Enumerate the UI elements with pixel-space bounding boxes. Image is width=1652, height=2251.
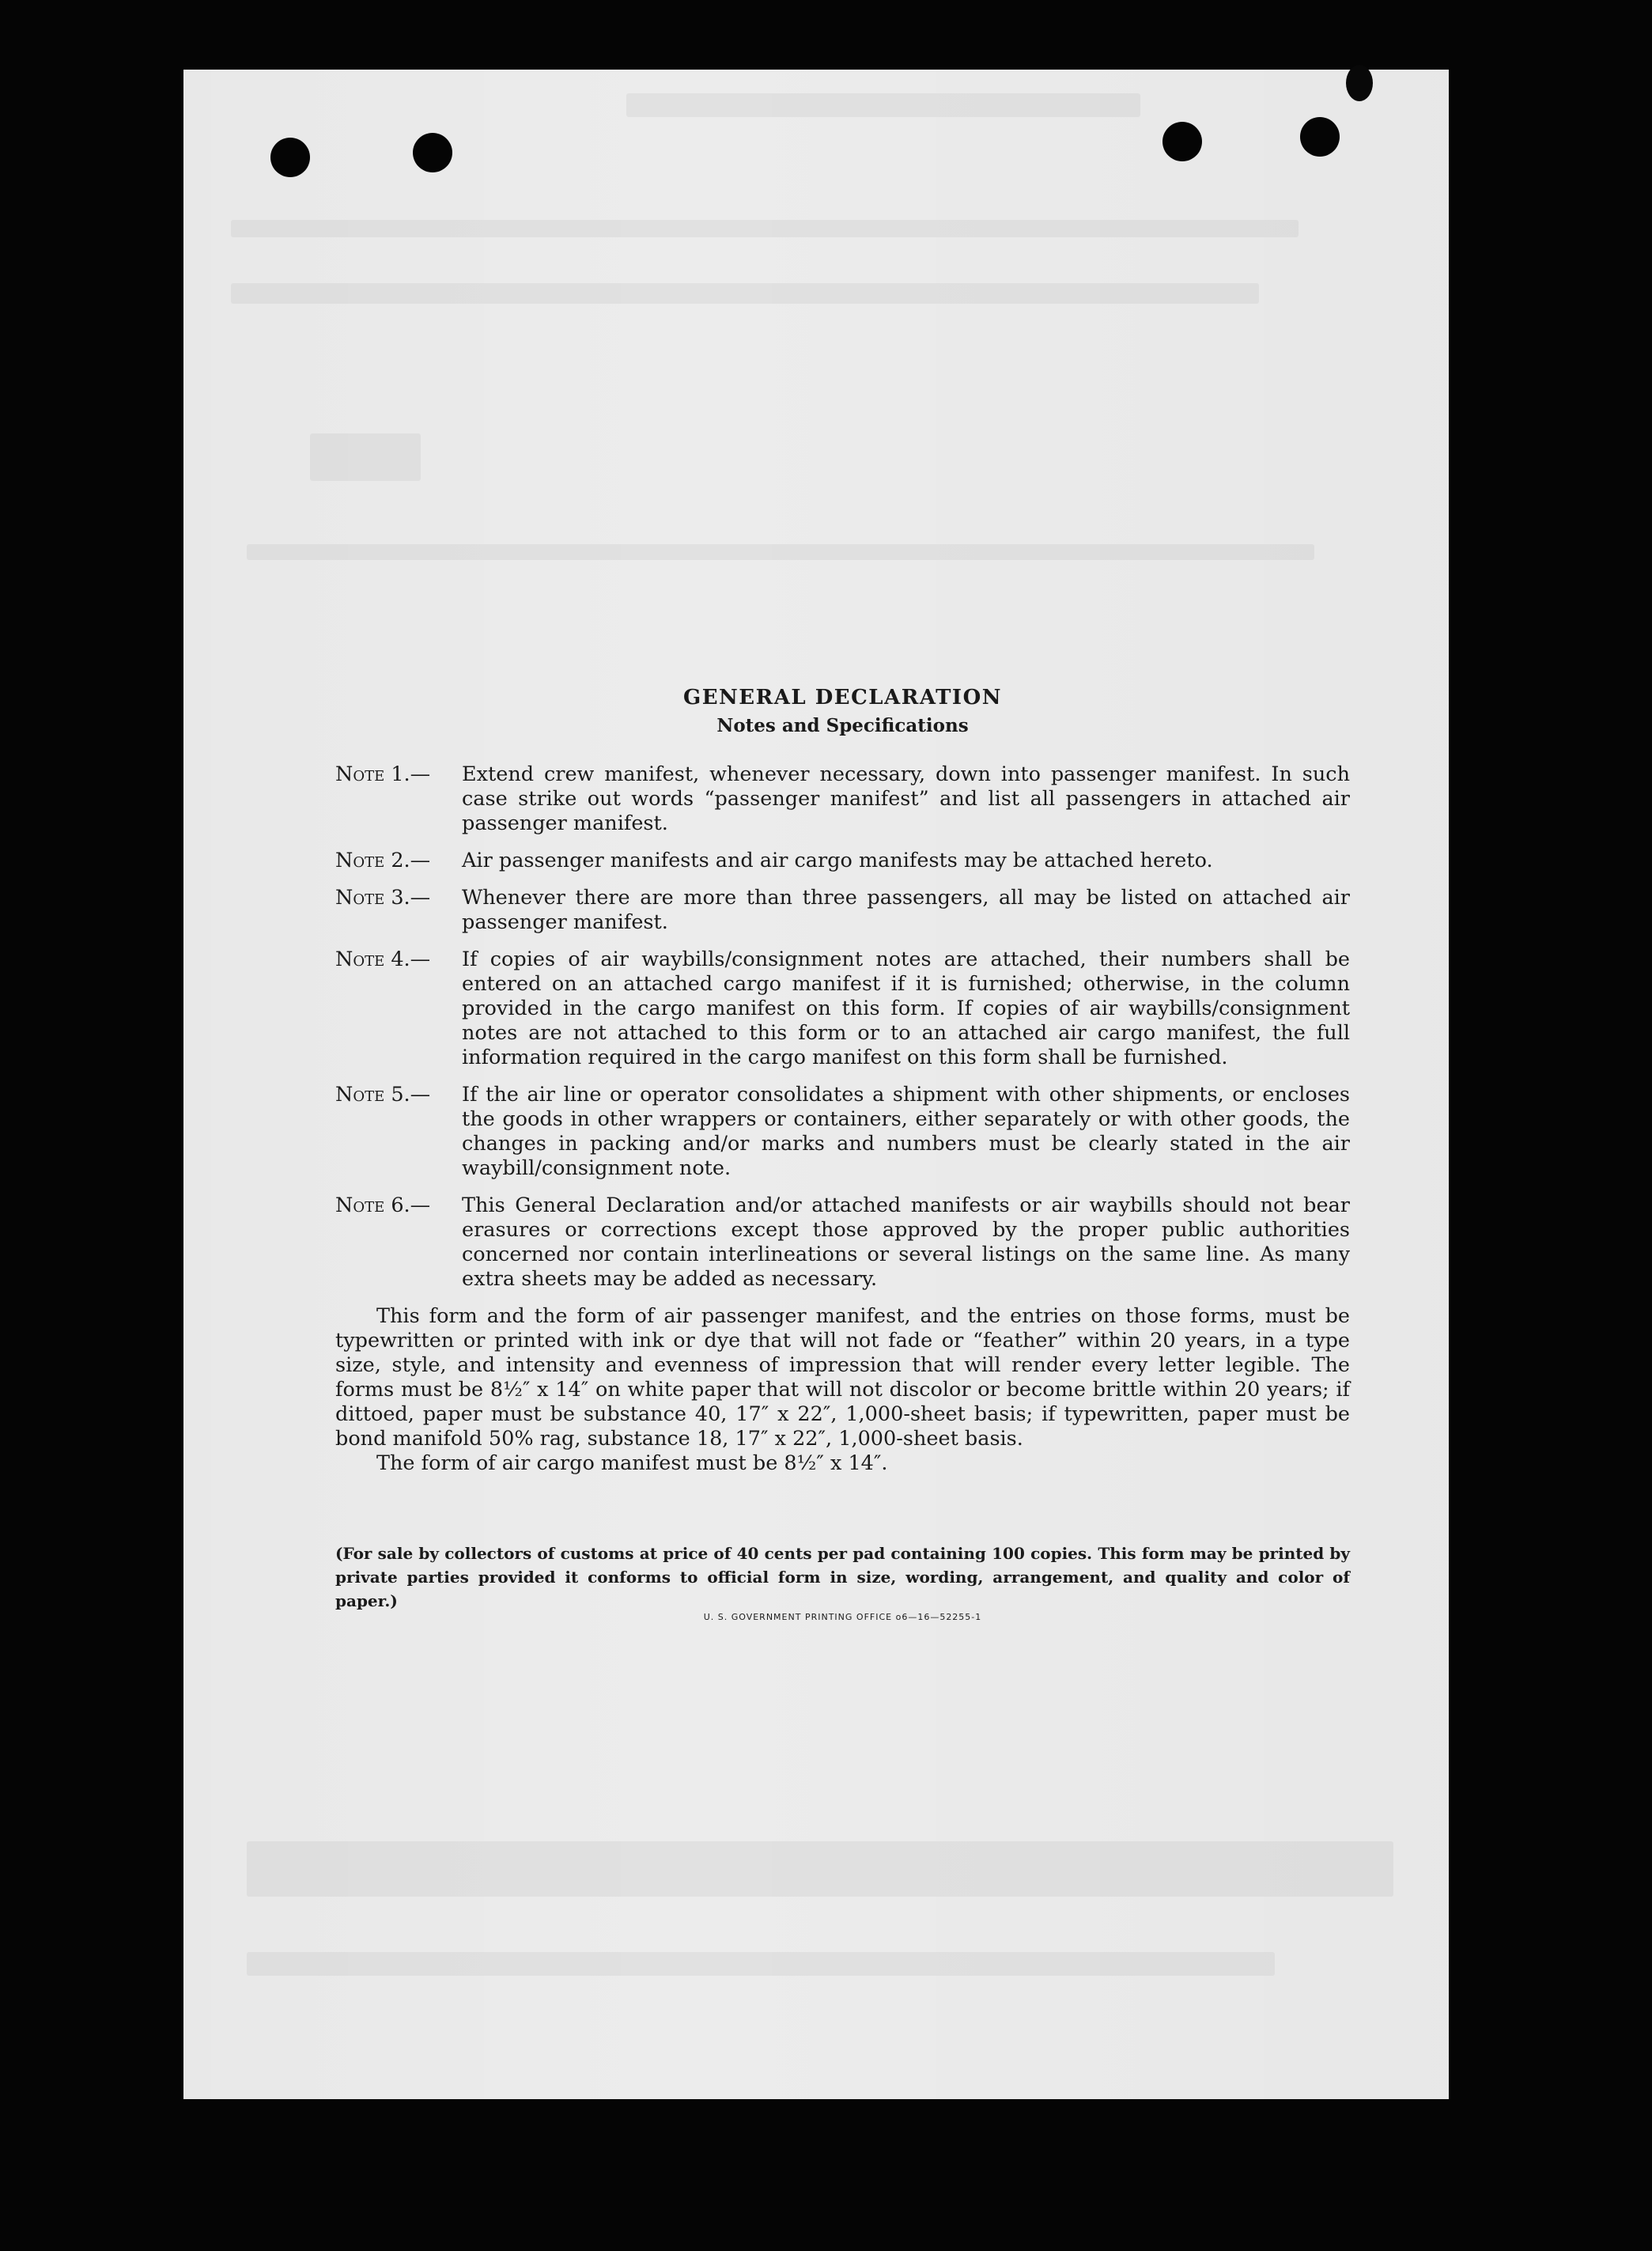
- note-text: Whenever there are more than three passengers, all may be listed on attached air passenger manifest.: [462, 886, 1350, 934]
- bleed-through-mark: [310, 433, 421, 481]
- note-text: This General Declaration and/or attached manifests or air waybills should not bear erasures or corrections except those approved by the proper public authorities concerned nor contain interlineations or several listings on the same line. As many extra sheets may be added as necessary.: [462, 1194, 1350, 1291]
- note-item: [335, 948, 1350, 1070]
- document-subtitle: Notes and Specifications: [716, 715, 969, 736]
- notes-list: [335, 762, 1350, 1304]
- bleed-through-mark: [231, 220, 1299, 237]
- punch-hole-icon: [1162, 122, 1202, 161]
- note-label: Note 4.—: [335, 948, 431, 971]
- document-title: GENERAL DECLARATION: [682, 686, 1002, 709]
- ink-speck-icon: [1346, 65, 1373, 101]
- document-page: [183, 70, 1449, 2099]
- note-label: Note 3.—: [335, 886, 431, 910]
- bleed-through-mark: [247, 1841, 1393, 1897]
- note-item: [335, 762, 1350, 836]
- note-item: [335, 849, 1350, 873]
- note-text: If copies of air waybills/consignment notes are attached, their numbers shall be entered on an attached cargo manifest if it is furnished; otherwise, in the column provided in the cargo manifest on this form. If copies of air waybills/consignment notes are not attached to this form or to an attached air cargo manifest, the full information required in the cargo manifest on this form shall be furnished.: [462, 948, 1350, 1069]
- form-requirements-paragraph: This form and the form of air passenger manifest, and the entries on those forms, must be typewritten or printed with ink or dye that will not fade or “feather” within 20 years, in a type size, style, and intensity and evenness of impression that will render every letter legible. The forms must be 8½″ x 14″ on white paper that will not discolor or become brittle within 20 years; if dittoed, paper must be substance 40, 17″ x 22″, 1,000-sheet basis; if typewritten, paper must be bond manifold 50% rag, substance 18, 17″ x 22″, 1,000-sheet basis.: [335, 1304, 1350, 1451]
- note-text: If the air line or operator consolidates a shipment with other shipments, or encloses the goods in other wrappers or containers, either separately or with other goods, the changes in packing and/or marks and numbers must be clearly stated in the air waybill/consignment note.: [462, 1083, 1350, 1180]
- note-label: Note 1.—: [335, 762, 431, 786]
- note-item: [335, 886, 1350, 935]
- bleed-through-mark: [247, 544, 1314, 560]
- punch-hole-icon: [413, 133, 452, 172]
- bleed-through-mark: [626, 93, 1140, 117]
- note-text: Air passenger manifests and air cargo manifests may be attached hereto.: [462, 849, 1213, 872]
- cargo-manifest-size-paragraph: The form of air cargo manifest must be 8½″ x 14″.: [376, 1451, 888, 1475]
- bleed-through-mark: [247, 1952, 1275, 1976]
- note-item: [335, 1083, 1350, 1181]
- bleed-through-mark: [231, 283, 1259, 304]
- punch-hole-icon: [1300, 117, 1340, 157]
- note-label: Note 6.—: [335, 1194, 431, 1217]
- punch-hole-icon: [270, 138, 310, 177]
- note-label: Note 2.—: [335, 849, 431, 872]
- note-label: Note 5.—: [335, 1083, 431, 1107]
- note-item: [335, 1194, 1350, 1292]
- note-text: Extend crew manifest, whenever necessary, down into passenger manifest. In such case strike out words “passenger manifest” and list all passengers in attached air passenger manifest.: [462, 762, 1350, 835]
- sale-notice: (For sale by collectors of customs at price of 40 cents per pad containing 100 copies. This form may be printed by private parties provided it conforms to official form in size, wording, arrangement, and quality and color of paper.): [335, 1544, 1350, 1610]
- printer-imprint: U. S. GOVERNMENT PRINTING OFFICE o6—16—52255-1: [703, 1612, 982, 1622]
